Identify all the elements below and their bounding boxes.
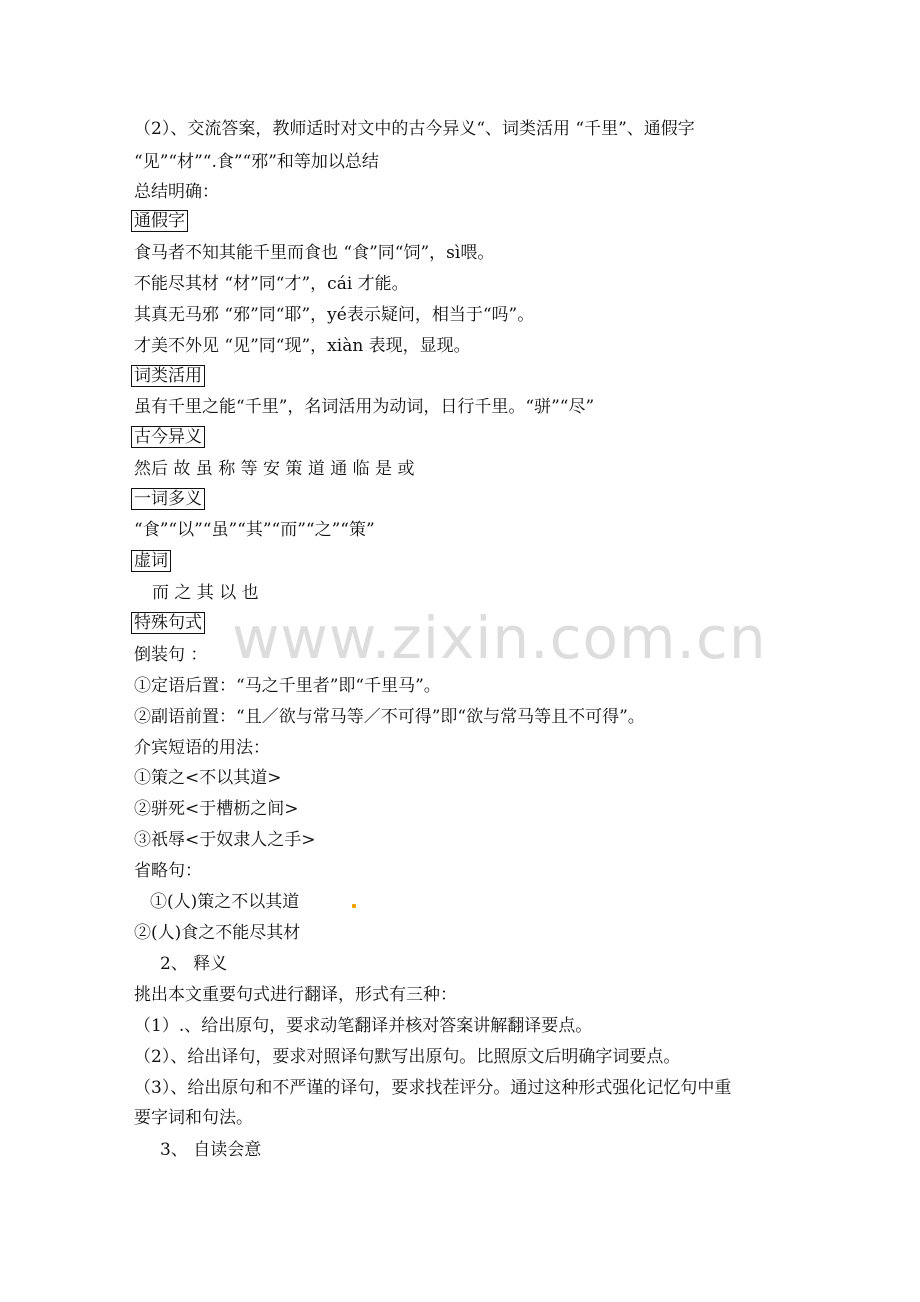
text-line: （1）.、给出原句，要求动笔翻译并核对答案讲解翻译要点。 — [134, 1016, 593, 1036]
text-line: 介宾短语的用法： — [134, 738, 270, 758]
section-heading-gujin: 古今异义 — [131, 426, 205, 448]
text-line: （2）、给出译句，要求对照译句默写出原句。比照原文后明确字词要点。 — [134, 1047, 681, 1067]
section-heading-teshu: 特殊句式 — [131, 612, 205, 634]
text-line: 总结明确： — [134, 182, 219, 202]
text-line: ②骈死<于槽枥之间> — [134, 799, 299, 819]
text-line: 3、 自读会意 — [160, 1140, 262, 1160]
text-line: ②副语前置：“且／欲与常马等／不可得”即“欲与常马等且不可得”。 — [134, 707, 645, 727]
text-line: 虽有千里之能“千里”，名词活用为动词，日行千里。“骈”“尽” — [134, 397, 595, 417]
text-line: ①定语后置：“马之千里者”即“千里马”。 — [134, 676, 441, 696]
section-heading-xuci: 虚词 — [131, 550, 171, 572]
text-line: 才美不外见 “见”同“现”，xiàn 表现，显现。 — [134, 336, 471, 356]
text-line: 然后 故 虽 称 等 安 策 道 通 临 是 或 — [134, 459, 415, 479]
section-heading-tongjia: 通假字 — [131, 210, 188, 232]
text-line: 省略句： — [134, 861, 202, 881]
text-line: ③祇辱<于奴隶人之手> — [134, 830, 316, 850]
section-heading-cilei: 词类活用 — [131, 365, 205, 387]
highlight-dot — [352, 904, 356, 908]
text-line: （2）、交流答案，教师适时对文中的古今异义“、词类活用 “千里”、通假字 — [134, 119, 695, 139]
text-line: 挑出本文重要句式进行翻译，形式有三种： — [134, 985, 457, 1005]
text-line: 食马者不知其能千里而食也 “食”同“饲”，sì喂。 — [134, 243, 495, 263]
text-line: 要字词和句法。 — [134, 1108, 253, 1128]
text-line: ①(人)策之不以其道 — [150, 892, 300, 912]
text-line: 倒装句 ： — [134, 645, 208, 665]
text-line: 其真无马邪 “邪”同“耶”，yé表示疑问，相当于“吗”。 — [134, 305, 535, 325]
text-line: ②(人)食之不能尽其材 — [134, 923, 301, 943]
text-line: “食”“以”“虽”“其”“而”“之”“策” — [134, 520, 375, 540]
text-line: ①策之<不以其道> — [134, 768, 282, 788]
watermark: www.zixin.com.cn — [232, 604, 767, 672]
text-line: 2、 释义 — [160, 954, 228, 974]
section-heading-yici: 一词多义 — [131, 488, 205, 510]
text-line: 而 之 其 以 也 — [152, 583, 259, 603]
text-line: （3）、给出原句和不严谨的译句，要求找茬评分。通过这种形式强化记忆句中重 — [134, 1078, 732, 1098]
text-line: 不能尽其材 “材”同“才”，cái 才能。 — [134, 274, 409, 294]
text-line: “见”“材”“.食”“邪”和等加以总结 — [134, 152, 379, 172]
